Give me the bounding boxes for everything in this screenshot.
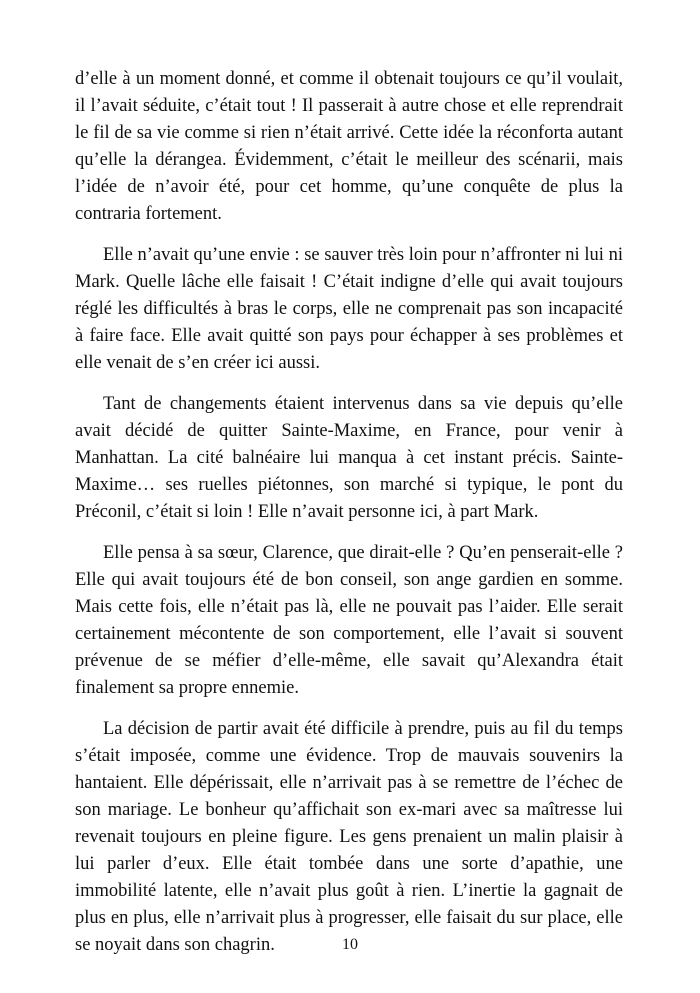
- body-text: [75, 66, 623, 973]
- paragraph-1: d’elle à un moment donné, et comme il obtenait toujours ce qu’il voulait, il l’avait séduite, c’était tout ! Il passerait à autre chose et elle reprendrait le fil de sa vie comme si rien n’était arrivé. Cette idée la réconforta autant qu’elle la dérangea. Évidemment, c’était le meilleur des scénarii, mais l’idée de n’avoir été, pour cet homme, qu’une conquête de plus la contraria fortement.: [75, 69, 623, 224]
- paragraph-3: Tant de changements étaient intervenus dans sa vie depuis qu’elle avait décidé de quitter Sainte-Maxime, en France, pour venir à Manhattan. La cité balnéaire lui manqua à cet instant précis. Sainte-Maxime… ses ruelles piétonnes, son marché si typique, le pont du Préconil, c’était si loin ! Elle n’avait personne ici, à part Mark.: [75, 394, 623, 522]
- paragraph-5: La décision de partir avait été difficile à prendre, puis au fil du temps s’était imposée, comme une évidence. Trop de mauvais souvenirs la hantaient. Elle dépérissait, elle n’arrivait pas à se remettre de l’échec de son mariage. Le bonheur qu’affichait son ex-mari avec sa maîtresse lui revenait toujours en pleine figure. Les gens prenaient un malin plaisir à lui parler d’eux. Elle était tombée dans une sorte d’apathie, une immobilité latente, elle n’avait plus goût à rien. L’inertie la gagnait de plus en plus, elle n’arrivait plus à progresser, elle faisait du sur place, elle se noyait dans son chagrin.: [75, 719, 623, 955]
- paragraph-2: Elle n’avait qu’une envie : se sauver très loin pour n’affronter ni lui ni Mark. Quelle lâche elle faisait ! C’était indigne d’elle qui avait toujours réglé les difficultés à bras le corps, elle ne comprenait pas son incapacité à faire face. Elle avait quitté son pays pour échapper à ses problèmes et elle venait de s’en créer ici aussi.: [75, 245, 623, 373]
- paragraph-4: Elle pensa à sa sœur, Clarence, que dirait-elle ? Qu’en penserait-elle ? Elle qui avait toujours été de bon conseil, son ange gardien en somme. Mais cette fois, elle n’était pas là, elle ne pouvait pas l’aider. Elle serait certainement mécontente de son comportement, elle l’avait si souvent prévenue de se méfier d’elle-même, elle savait qu’Alexandra était finalement sa propre ennemie.: [75, 543, 623, 698]
- page-number: 10: [342, 936, 358, 953]
